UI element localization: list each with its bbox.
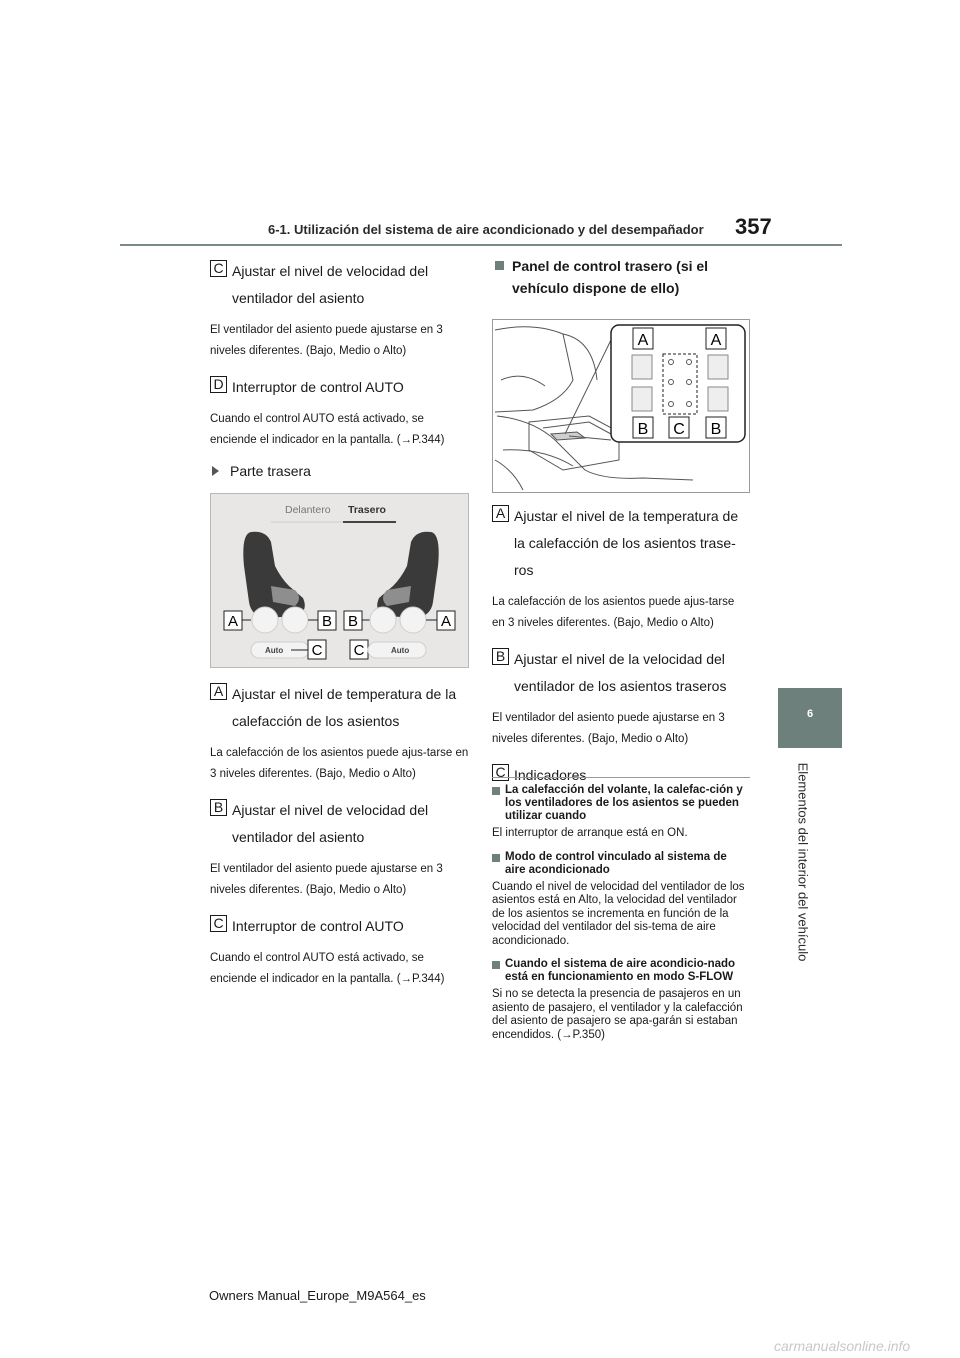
rear-heater-button-right[interactable] [708, 355, 728, 379]
callout-a-left: A [227, 613, 239, 630]
chapter-number: 6 [806, 708, 814, 720]
heading-text: Panel de control trasero (si el vehículo dispone de ello) [512, 258, 709, 296]
rear-panel-heading [492, 255, 750, 299]
notes-section [492, 777, 750, 1052]
chapter-title: Elementos del interior del vehículo [795, 762, 811, 962]
rear-heater-button-left[interactable] [632, 355, 652, 379]
note-heading-text: Modo de control vinculado al sistema de aire acondicionado [505, 850, 727, 876]
header-rule [120, 244, 842, 246]
note-heading [492, 784, 750, 823]
item-title: Ajustar el nivel de velocidad del ventilador del asiento [232, 263, 429, 306]
note-heading [492, 958, 750, 984]
item-d-auto [210, 374, 472, 401]
callout-c-left: C [311, 642, 323, 659]
figure-callout-b-left: B [637, 421, 649, 438]
square-bullet-icon [492, 787, 500, 795]
note-text: Cuando el nivel de velocidad del ventilador de los asientos está en Alto, la velocidad del ventilador de los asientos se incrementa en función de la velocidad del ventilador del sis-tema de aire acondicionado. [492, 880, 745, 947]
callout-a-right: A [440, 613, 452, 630]
right-column [492, 255, 750, 797]
callout-label: B [492, 648, 509, 665]
rear-fan-button-right[interactable] [708, 387, 728, 411]
item-c-auto [210, 913, 472, 940]
auto-label-left: Auto [265, 646, 284, 655]
item-description: La calefacción de los asientos puede ajus-tarse en 3 niveles diferentes. (Bajo, Medio o Alto) [492, 596, 735, 629]
callout-label: C [210, 260, 227, 277]
figure-callout-a-left: A [637, 332, 649, 349]
seat-heater-button-right[interactable] [400, 607, 426, 633]
right-seat-icon [377, 532, 438, 618]
figure-callout-a-right: A [710, 332, 722, 349]
item-description: El ventilador del asiento puede ajustarse en 3 niveles diferentes. (Bajo, Medio o Alto) [210, 863, 443, 896]
page-number: 357 [735, 214, 772, 239]
chapter-tab [778, 688, 842, 748]
triangle-bullet-icon [212, 466, 219, 476]
square-bullet-icon [492, 854, 500, 862]
item-description: El ventilador del asiento puede ajustarse en 3 niveles diferentes. (Bajo, Medio o Alto) [210, 324, 443, 357]
callout-label: A [210, 683, 227, 700]
footer-manual-id: Owners Manual_Europe_M9A564_es [209, 1288, 426, 1303]
item-title: Ajustar el nivel de la velocidad del ventilador de los asientos traseros [514, 651, 727, 694]
section-title: 6-1. Utilización del sistema de aire acondicionado y del desempañador [268, 222, 704, 237]
note-heading-text: La calefacción del volante, la calefac-ción y los ventiladores de los asientos se pueden utilizar cuando [505, 784, 743, 822]
item-b-fan [210, 797, 472, 851]
item-title: Indicadores [514, 767, 587, 783]
rear-control-panel-figure [492, 319, 750, 493]
rear-fan-button-left[interactable] [632, 387, 652, 411]
item-description: La calefacción de los asientos puede ajus-tarse en 3 niveles diferentes. (Bajo, Medio o Alto) [210, 747, 469, 780]
item-a-heater [210, 681, 472, 735]
item-title: Ajustar el nivel de la temperatura de la calefacción de los asientos trase-ros [514, 508, 739, 578]
left-seat-icon [243, 532, 304, 618]
subheading-text: Parte trasera [230, 463, 311, 479]
seat-fan-button-left[interactable] [282, 607, 308, 633]
callout-b-right: B [347, 613, 359, 630]
rear-console-illustration [493, 320, 749, 492]
auto-label-right: Auto [391, 646, 410, 655]
item-c-fan-speed [210, 258, 472, 312]
seat-heater-button-left[interactable] [252, 607, 278, 633]
callout-b-left: B [321, 613, 333, 630]
square-bullet-icon [492, 961, 500, 969]
note-heading [492, 851, 750, 877]
item-description: Cuando el control AUTO está activado, se enciende el indicador en la pantalla. (→P.344) [210, 413, 445, 446]
tab-front[interactable]: Delantero [285, 504, 331, 516]
item-b-rear-fan [492, 646, 750, 700]
tab-rear[interactable]: Trasero [348, 504, 386, 516]
item-description: Cuando el control AUTO está activado, se enciende el indicador en la pantalla. (→P.344) [210, 952, 445, 985]
callout-label: B [210, 799, 227, 816]
square-bullet-icon [495, 261, 504, 270]
callout-label: A [492, 505, 509, 522]
subheading-rear [210, 463, 472, 479]
item-a-rear-heater [492, 503, 750, 584]
watermark: carmanualsonline.info [774, 1338, 911, 1354]
left-column [210, 258, 472, 1002]
note-heading-text: Cuando el sistema de aire acondicio-nado está en funcionamiento en modo S-FLOW [505, 958, 736, 983]
note-text: Si no se detecta la presencia de pasajeros en un asiento de pasajero, el ventilador y la calefacción del asiento de pasajero se apa-garán si estaban encendidos. (→P.350) [492, 988, 743, 1041]
item-title: Ajustar el nivel de temperatura de la calefacción de los asientos [232, 686, 457, 729]
rear-seat-screen-illustration [211, 494, 470, 669]
callout-c-right: C [353, 642, 365, 659]
item-description: El ventilador del asiento puede ajustarse en 3 niveles diferentes. (Bajo, Medio o Alto) [492, 712, 725, 745]
callout-label: C [210, 915, 227, 932]
callout-label: C [492, 764, 509, 781]
note-text: El interruptor de arranque está en ON. [492, 827, 688, 839]
item-title: Ajustar el nivel de velocidad del ventilador del asiento [232, 802, 429, 845]
callout-label: D [210, 376, 227, 393]
item-title: Interruptor de control AUTO [232, 379, 404, 395]
item-title: Interruptor de control AUTO [232, 918, 404, 934]
seat-fan-button-right[interactable] [370, 607, 396, 633]
figure-callout-b-right: B [710, 421, 722, 438]
rear-seat-screen-figure [210, 493, 469, 668]
figure-callout-c: C [673, 421, 685, 438]
